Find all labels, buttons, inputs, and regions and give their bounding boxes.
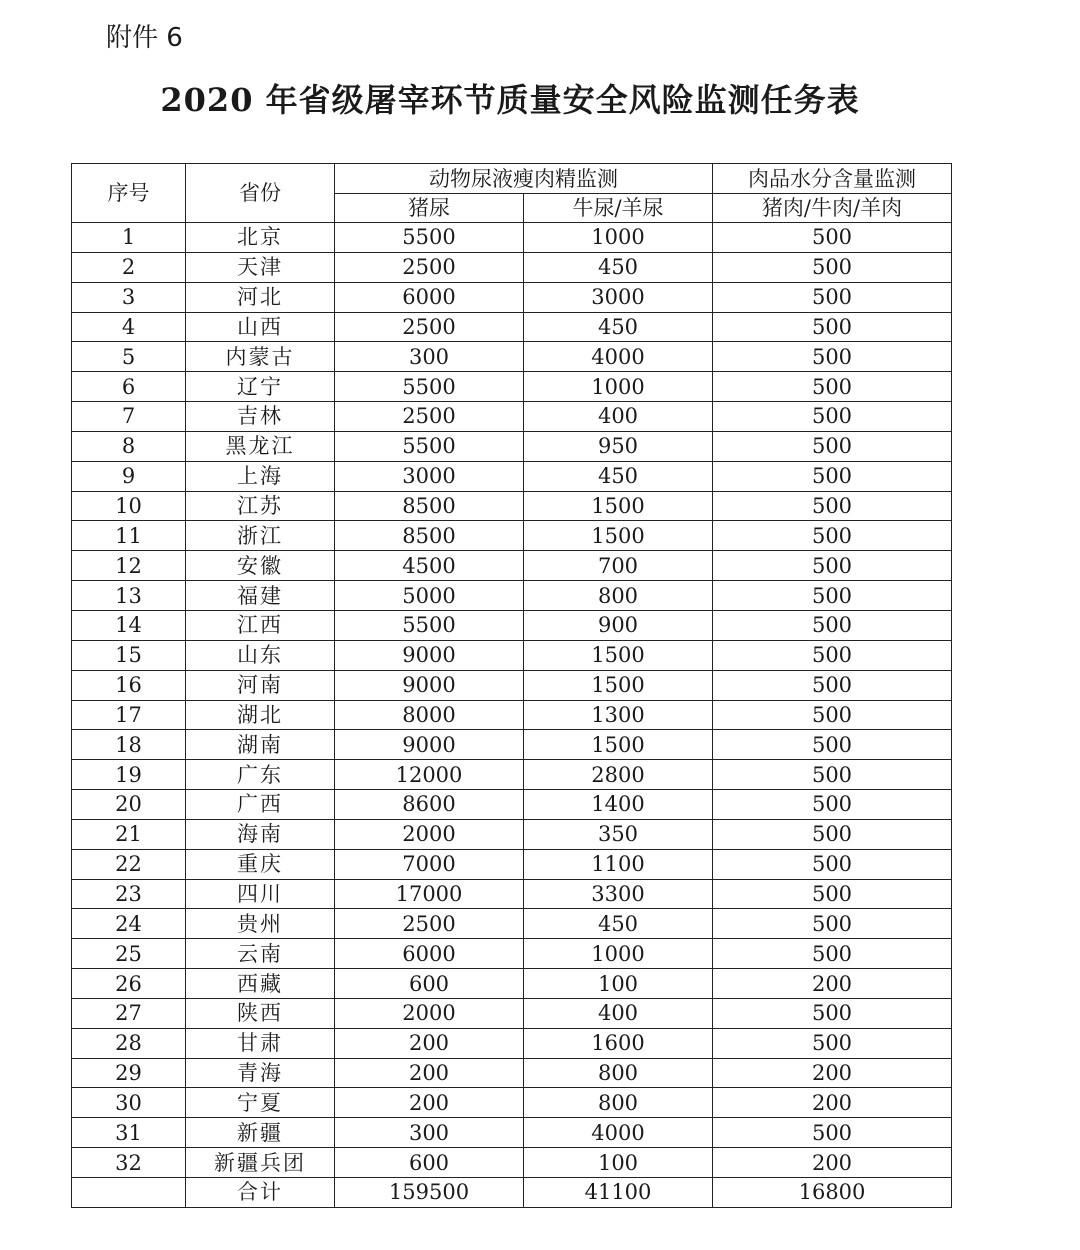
cell-province: 陕西 <box>186 998 335 1028</box>
cell-province: 西藏 <box>186 969 335 999</box>
table-row <box>72 461 952 491</box>
table-row <box>72 521 952 551</box>
cell-meat-moisture: 200 <box>713 1088 952 1118</box>
cell-province: 广东 <box>186 760 335 790</box>
total-cell-province: 合计 <box>186 1178 335 1208</box>
cell-cattle-sheep-urine: 800 <box>524 581 713 611</box>
cell-cattle-sheep-urine: 1500 <box>524 521 713 551</box>
cell-province: 湖南 <box>186 730 335 760</box>
cell-seq: 2 <box>72 252 186 282</box>
cell-cattle-sheep-urine: 100 <box>524 1148 713 1178</box>
cell-meat-moisture: 500 <box>713 252 952 282</box>
cell-pig-urine: 7000 <box>335 849 524 879</box>
cell-meat-moisture: 500 <box>713 581 952 611</box>
table-total-row <box>72 1178 952 1208</box>
cell-province: 浙江 <box>186 521 335 551</box>
cell-pig-urine: 8600 <box>335 790 524 820</box>
header-meat-types: 猪肉/牛肉/羊肉 <box>713 194 952 223</box>
cell-meat-moisture: 500 <box>713 939 952 969</box>
cell-seq: 6 <box>72 372 186 402</box>
total-cell-cattle-sheep-urine: 41100 <box>524 1178 713 1208</box>
cell-meat-moisture: 500 <box>713 461 952 491</box>
table-row <box>72 849 952 879</box>
cell-pig-urine: 200 <box>335 1088 524 1118</box>
header-seq: 序号 <box>72 164 186 223</box>
cell-cattle-sheep-urine: 1400 <box>524 790 713 820</box>
cell-meat-moisture: 200 <box>713 1148 952 1178</box>
table-row <box>72 670 952 700</box>
cell-seq: 23 <box>72 879 186 909</box>
cell-seq: 17 <box>72 700 186 730</box>
cell-province: 福建 <box>186 581 335 611</box>
cell-seq: 13 <box>72 581 186 611</box>
cell-cattle-sheep-urine: 1000 <box>524 939 713 969</box>
table-row <box>72 819 952 849</box>
cell-meat-moisture: 500 <box>713 670 952 700</box>
cell-meat-moisture: 500 <box>713 521 952 551</box>
cell-cattle-sheep-urine: 3000 <box>524 282 713 312</box>
cell-pig-urine: 8000 <box>335 700 524 730</box>
cell-pig-urine: 3000 <box>335 461 524 491</box>
cell-cattle-sheep-urine: 1000 <box>524 372 713 402</box>
table-body <box>72 223 952 1208</box>
cell-seq: 25 <box>72 939 186 969</box>
header-pig-urine: 猪尿 <box>335 194 524 223</box>
cell-meat-moisture: 500 <box>713 223 952 253</box>
table-row <box>72 402 952 432</box>
cell-pig-urine: 600 <box>335 1148 524 1178</box>
cell-meat-moisture: 500 <box>713 700 952 730</box>
table-row <box>72 730 952 760</box>
cell-seq: 29 <box>72 1058 186 1088</box>
cell-cattle-sheep-urine: 1300 <box>524 700 713 730</box>
total-cell-meat-moisture: 16800 <box>713 1178 952 1208</box>
cell-meat-moisture: 500 <box>713 790 952 820</box>
cell-meat-moisture: 500 <box>713 282 952 312</box>
cell-pig-urine: 12000 <box>335 760 524 790</box>
cell-meat-moisture: 500 <box>713 491 952 521</box>
cell-province: 吉林 <box>186 402 335 432</box>
attachment-label: 附件 6 <box>106 23 183 53</box>
table-row <box>72 1028 952 1058</box>
cell-province: 广西 <box>186 790 335 820</box>
cell-seq: 32 <box>72 1148 186 1178</box>
cell-pig-urine: 5500 <box>335 610 524 640</box>
cell-cattle-sheep-urine: 1500 <box>524 730 713 760</box>
cell-meat-moisture: 500 <box>713 342 952 372</box>
cell-cattle-sheep-urine: 800 <box>524 1058 713 1088</box>
cell-pig-urine: 17000 <box>335 879 524 909</box>
cell-seq: 14 <box>72 610 186 640</box>
cell-meat-moisture: 500 <box>713 640 952 670</box>
cell-seq: 19 <box>72 760 186 790</box>
cell-province: 河南 <box>186 670 335 700</box>
table-row <box>72 1088 952 1118</box>
cell-pig-urine: 2500 <box>335 312 524 342</box>
cell-pig-urine: 8500 <box>335 521 524 551</box>
table-row <box>72 969 952 999</box>
cell-province: 河北 <box>186 282 335 312</box>
cell-seq: 24 <box>72 909 186 939</box>
table-row <box>72 252 952 282</box>
cell-province: 甘肃 <box>186 1028 335 1058</box>
cell-province: 云南 <box>186 939 335 969</box>
cell-province: 辽宁 <box>186 372 335 402</box>
cell-cattle-sheep-urine: 2800 <box>524 760 713 790</box>
cell-pig-urine: 9000 <box>335 670 524 700</box>
cell-cattle-sheep-urine: 700 <box>524 551 713 581</box>
table-row <box>72 282 952 312</box>
cell-seq: 31 <box>72 1118 186 1148</box>
cell-meat-moisture: 500 <box>713 879 952 909</box>
cell-seq: 1 <box>72 223 186 253</box>
cell-seq: 3 <box>72 282 186 312</box>
header-province: 省份 <box>186 164 335 223</box>
cell-pig-urine: 200 <box>335 1058 524 1088</box>
cell-province: 黑龙江 <box>186 431 335 461</box>
cell-province: 山西 <box>186 312 335 342</box>
cell-pig-urine: 2000 <box>335 998 524 1028</box>
cell-meat-moisture: 200 <box>713 1058 952 1088</box>
cell-cattle-sheep-urine: 1500 <box>524 670 713 700</box>
cell-pig-urine: 9000 <box>335 640 524 670</box>
table-row <box>72 909 952 939</box>
cell-pig-urine: 5000 <box>335 581 524 611</box>
cell-province: 北京 <box>186 223 335 253</box>
cell-seq: 5 <box>72 342 186 372</box>
cell-cattle-sheep-urine: 4000 <box>524 342 713 372</box>
table-row <box>72 610 952 640</box>
cell-cattle-sheep-urine: 1500 <box>524 640 713 670</box>
table-row <box>72 551 952 581</box>
cell-seq: 28 <box>72 1028 186 1058</box>
table-row <box>72 1148 952 1178</box>
monitoring-task-table <box>71 163 952 1208</box>
cell-cattle-sheep-urine: 1100 <box>524 849 713 879</box>
cell-cattle-sheep-urine: 3300 <box>524 879 713 909</box>
cell-pig-urine: 5500 <box>335 223 524 253</box>
cell-meat-moisture: 500 <box>713 431 952 461</box>
cell-cattle-sheep-urine: 1500 <box>524 491 713 521</box>
cell-province: 宁夏 <box>186 1088 335 1118</box>
cell-seq: 11 <box>72 521 186 551</box>
table-header-row <box>72 164 952 194</box>
cell-pig-urine: 2500 <box>335 252 524 282</box>
cell-seq: 16 <box>72 670 186 700</box>
table-row <box>72 700 952 730</box>
cell-seq: 27 <box>72 998 186 1028</box>
cell-pig-urine: 2000 <box>335 819 524 849</box>
cell-seq: 22 <box>72 849 186 879</box>
cell-cattle-sheep-urine: 4000 <box>524 1118 713 1148</box>
cell-cattle-sheep-urine: 1000 <box>524 223 713 253</box>
cell-province: 新疆 <box>186 1118 335 1148</box>
table-row <box>72 790 952 820</box>
cell-province: 海南 <box>186 819 335 849</box>
cell-province: 天津 <box>186 252 335 282</box>
table-row <box>72 372 952 402</box>
cell-cattle-sheep-urine: 900 <box>524 610 713 640</box>
total-cell-pig-urine: 159500 <box>335 1178 524 1208</box>
table-row <box>72 1058 952 1088</box>
cell-cattle-sheep-urine: 450 <box>524 252 713 282</box>
cell-meat-moisture: 500 <box>713 372 952 402</box>
cell-cattle-sheep-urine: 1600 <box>524 1028 713 1058</box>
table-row <box>72 223 952 253</box>
cell-pig-urine: 600 <box>335 969 524 999</box>
cell-seq: 18 <box>72 730 186 760</box>
table-row <box>72 760 952 790</box>
cell-meat-moisture: 500 <box>713 819 952 849</box>
table-row <box>72 998 952 1028</box>
table-row <box>72 581 952 611</box>
cell-seq: 15 <box>72 640 186 670</box>
cell-meat-moisture: 500 <box>713 730 952 760</box>
cell-seq: 12 <box>72 551 186 581</box>
cell-pig-urine: 5500 <box>335 431 524 461</box>
cell-cattle-sheep-urine: 450 <box>524 461 713 491</box>
cell-pig-urine: 300 <box>335 1118 524 1148</box>
cell-pig-urine: 2500 <box>335 402 524 432</box>
cell-cattle-sheep-urine: 450 <box>524 909 713 939</box>
cell-cattle-sheep-urine: 800 <box>524 1088 713 1118</box>
cell-pig-urine: 4500 <box>335 551 524 581</box>
cell-province: 贵州 <box>186 909 335 939</box>
cell-province: 江苏 <box>186 491 335 521</box>
cell-province: 青海 <box>186 1058 335 1088</box>
cell-seq: 20 <box>72 790 186 820</box>
cell-pig-urine: 2500 <box>335 909 524 939</box>
cell-meat-moisture: 200 <box>713 969 952 999</box>
header-cattle-sheep-urine: 牛尿/羊尿 <box>524 194 713 223</box>
cell-pig-urine: 5500 <box>335 372 524 402</box>
cell-province: 重庆 <box>186 849 335 879</box>
table-row <box>72 342 952 372</box>
header-moisture-group: 肉品水分含量监测 <box>713 164 952 194</box>
cell-seq: 10 <box>72 491 186 521</box>
cell-cattle-sheep-urine: 400 <box>524 402 713 432</box>
table-row <box>72 640 952 670</box>
cell-pig-urine: 6000 <box>335 939 524 969</box>
cell-seq: 9 <box>72 461 186 491</box>
cell-pig-urine: 300 <box>335 342 524 372</box>
cell-province: 江西 <box>186 610 335 640</box>
cell-seq: 7 <box>72 402 186 432</box>
table-row <box>72 939 952 969</box>
cell-cattle-sheep-urine: 950 <box>524 431 713 461</box>
table-row <box>72 312 952 342</box>
cell-meat-moisture: 500 <box>713 312 952 342</box>
cell-meat-moisture: 500 <box>713 909 952 939</box>
cell-seq: 30 <box>72 1088 186 1118</box>
cell-cattle-sheep-urine: 100 <box>524 969 713 999</box>
cell-province: 山东 <box>186 640 335 670</box>
cell-meat-moisture: 500 <box>713 1028 952 1058</box>
cell-meat-moisture: 500 <box>713 610 952 640</box>
cell-meat-moisture: 500 <box>713 760 952 790</box>
cell-province: 湖北 <box>186 700 335 730</box>
cell-pig-urine: 9000 <box>335 730 524 760</box>
table-row <box>72 1118 952 1148</box>
table-row <box>72 431 952 461</box>
cell-province: 内蒙古 <box>186 342 335 372</box>
cell-pig-urine: 200 <box>335 1028 524 1058</box>
cell-seq: 26 <box>72 969 186 999</box>
table-row <box>72 491 952 521</box>
cell-pig-urine: 8500 <box>335 491 524 521</box>
cell-province: 四川 <box>186 879 335 909</box>
cell-cattle-sheep-urine: 350 <box>524 819 713 849</box>
cell-cattle-sheep-urine: 450 <box>524 312 713 342</box>
cell-cattle-sheep-urine: 400 <box>524 998 713 1028</box>
page-title: 2020 年省级屠宰环节质量安全风险监测任务表 <box>160 81 860 119</box>
cell-meat-moisture: 500 <box>713 551 952 581</box>
table-row <box>72 879 952 909</box>
cell-meat-moisture: 500 <box>713 1118 952 1148</box>
cell-seq: 8 <box>72 431 186 461</box>
cell-meat-moisture: 500 <box>713 849 952 879</box>
cell-province: 安徽 <box>186 551 335 581</box>
total-cell-seq <box>72 1178 186 1208</box>
cell-pig-urine: 6000 <box>335 282 524 312</box>
cell-meat-moisture: 500 <box>713 998 952 1028</box>
cell-seq: 21 <box>72 819 186 849</box>
header-clenbuterol-group: 动物尿液瘦肉精监测 <box>335 164 713 194</box>
cell-province: 上海 <box>186 461 335 491</box>
cell-seq: 4 <box>72 312 186 342</box>
cell-meat-moisture: 500 <box>713 402 952 432</box>
cell-province: 新疆兵团 <box>186 1148 335 1178</box>
